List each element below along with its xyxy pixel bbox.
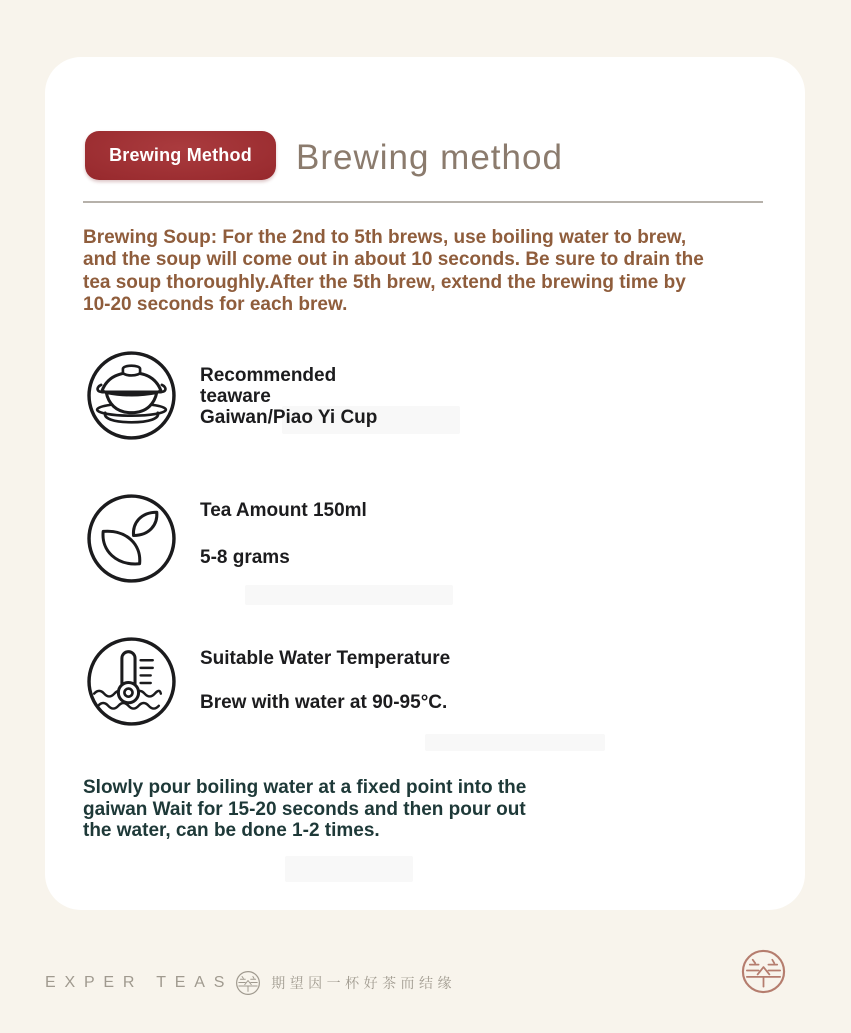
gaiwan-icon [86, 350, 177, 441]
tea-seal-logo [740, 948, 787, 995]
page-title: Brewing method [296, 138, 563, 177]
paragraph-line: tea soup thoroughly.After the 5th brew, extend the brewing time by [83, 271, 686, 293]
brewing-method-badge[interactable]: Brewing Method [85, 131, 276, 180]
ghost-highlight [282, 406, 460, 434]
thermometer-icon [86, 636, 177, 727]
tea-amount-value: 5-8 grams [200, 547, 290, 568]
brand-name: EXPER TEAS [45, 974, 234, 991]
water-temperature-value: Brew with water at 90-95°C. [200, 692, 448, 713]
ghost-highlight [285, 856, 413, 882]
paragraph-line: and the soup will come out in about 10 seconds. Be sure to drain the [83, 249, 704, 271]
footer [45, 968, 456, 998]
content-card [45, 57, 805, 910]
brewing-soup-paragraph [83, 227, 704, 317]
pouring-instructions-paragraph [83, 777, 526, 842]
water-temperature-title: Suitable Water Temperature [200, 648, 451, 669]
leaf-icon [86, 493, 177, 584]
brand-tagline: 期望因一杯好茶而结缘 [271, 975, 456, 991]
paragraph-line: 10-20 seconds for each brew. [83, 294, 348, 316]
paragraph-line: the water, can be done 1-2 times. [83, 820, 380, 841]
ghost-highlight [425, 734, 605, 751]
header-divider [83, 201, 763, 203]
teaware-line: Gaiwan/Piao Yi Cup [200, 407, 378, 428]
paragraph-line: gaiwan Wait for 15-20 seconds and then pour out [83, 798, 526, 820]
ghost-highlight [245, 585, 453, 605]
paragraph-line: Brewing Soup: For the 2nd to 5th brews, use boiling water to brew, [83, 227, 687, 248]
tea-amount-title: Tea Amount 150ml [200, 500, 367, 521]
paragraph-line: Slowly pour boiling water at a fixed point into the [83, 777, 527, 798]
teaware-line: Recommended [200, 365, 337, 386]
teaware-line: teaware [200, 386, 271, 407]
tea-seal-icon [235, 970, 261, 996]
